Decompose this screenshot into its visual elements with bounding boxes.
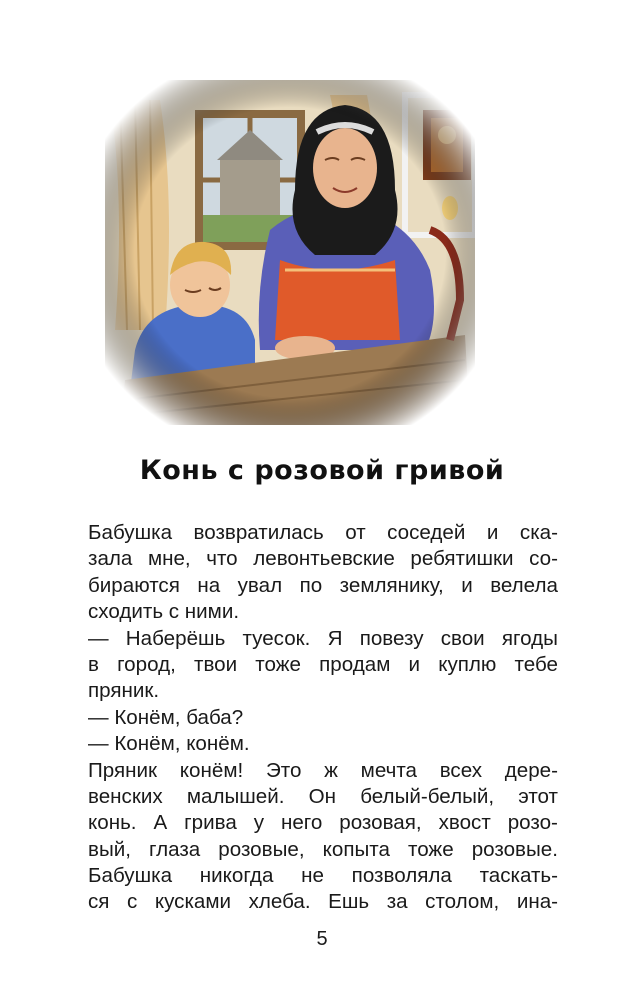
text-line [88, 758, 558, 784]
word: хвост [438, 811, 491, 835]
word: розовая, [339, 811, 422, 835]
text-line-content: сходить с ними. [88, 600, 240, 624]
word: дере- [504, 758, 558, 782]
word: всех [439, 758, 483, 782]
word: Бабушка [88, 521, 173, 544]
word: — [88, 626, 109, 650]
word: с [127, 890, 138, 914]
word: ина- [516, 890, 558, 914]
word: за [386, 890, 408, 914]
chapter-title: Конь с розовой гривой [139, 455, 505, 486]
text-line-content: — Конём, баба? [88, 705, 244, 729]
text-line [88, 626, 558, 652]
word: таскать- [479, 864, 558, 888]
text-line-content [88, 889, 558, 915]
word: от [345, 521, 366, 544]
text-line-content [88, 573, 558, 599]
word: ся [88, 890, 110, 914]
word: тоже [408, 837, 454, 861]
word: Я [327, 626, 343, 650]
text-line [88, 546, 558, 572]
word: повезу [359, 626, 424, 650]
text-line-content: пряник. [88, 679, 160, 703]
word: тоже [255, 652, 301, 676]
word: соседей [387, 521, 466, 544]
text-line [88, 837, 558, 863]
word: твои [194, 652, 238, 676]
text-line-content [88, 784, 558, 810]
word: ж [324, 758, 338, 782]
word: столом, [425, 890, 500, 914]
word: позволяла [351, 864, 452, 888]
text-line [88, 599, 558, 625]
word: копыта [322, 837, 390, 861]
word: что [206, 547, 238, 571]
word: глаза [149, 837, 201, 861]
word: Наберёшь [125, 626, 226, 650]
word: розовые. [471, 837, 558, 861]
word: Пряник [88, 758, 158, 782]
word: никогда [199, 864, 274, 888]
text-line [88, 784, 558, 810]
text-line-content: — Конём, конём. [88, 732, 250, 756]
grandmother-and-boy-illustration [105, 80, 475, 425]
word: кусками [154, 890, 232, 914]
word: увал [237, 573, 283, 597]
word: белый-белый, [360, 784, 495, 808]
word: возвратилась [193, 521, 324, 544]
word: вый, [88, 837, 131, 861]
word: тебе [514, 652, 558, 676]
word: зала [88, 547, 133, 571]
text-line-content [88, 520, 558, 546]
word: бираются [88, 573, 180, 597]
text-line [88, 863, 558, 889]
word: хлеба. [248, 890, 311, 914]
word: розовые, [218, 837, 305, 861]
word: него [280, 811, 323, 835]
word: Это [265, 758, 302, 782]
word: конь. [88, 811, 137, 835]
text-line [88, 889, 558, 915]
word: на [197, 573, 221, 597]
word: А [153, 811, 168, 835]
word: венских [88, 784, 163, 808]
text-line [88, 678, 558, 704]
text-line [88, 731, 558, 757]
word: и [486, 521, 499, 544]
word: Ешь [328, 890, 370, 914]
text-line-content [88, 758, 558, 784]
word: малышей. [186, 784, 285, 808]
word: куплю [438, 652, 497, 676]
word: ребятишки [410, 547, 514, 571]
word: свои [440, 626, 485, 650]
word: со- [529, 547, 558, 571]
text-line [88, 652, 558, 678]
text-line [88, 705, 558, 731]
word: Бабушка [88, 864, 173, 888]
word: у [253, 811, 265, 835]
text-line [88, 810, 558, 836]
text-line-content [88, 546, 558, 572]
word: ска- [519, 521, 558, 544]
word: и [408, 652, 421, 676]
word: розо- [507, 811, 558, 835]
word: город, [117, 652, 176, 676]
text-line [88, 573, 558, 599]
word: мечта [360, 758, 417, 782]
body-text [88, 520, 558, 916]
word: левонтьевские [253, 547, 395, 571]
word: велела [490, 573, 558, 597]
word: и [461, 573, 473, 597]
word: туесок. [242, 626, 311, 650]
text-line-content [88, 810, 558, 836]
word: этот [518, 784, 558, 808]
text-line-content [88, 863, 558, 889]
word: продам [319, 652, 391, 676]
word: конём! [179, 758, 244, 782]
word: в [88, 652, 99, 676]
text-line-content [88, 837, 558, 863]
text-line-content [88, 652, 558, 678]
text-line-content [88, 626, 558, 652]
word: по [299, 573, 323, 597]
word: грива [184, 811, 237, 835]
word: землянику, [339, 573, 444, 597]
word: не [301, 864, 324, 888]
word: мне, [147, 547, 191, 571]
page-number: 5 [316, 928, 328, 950]
text-line [88, 520, 558, 546]
word: ягоды [501, 626, 558, 650]
word: Он [308, 784, 337, 808]
